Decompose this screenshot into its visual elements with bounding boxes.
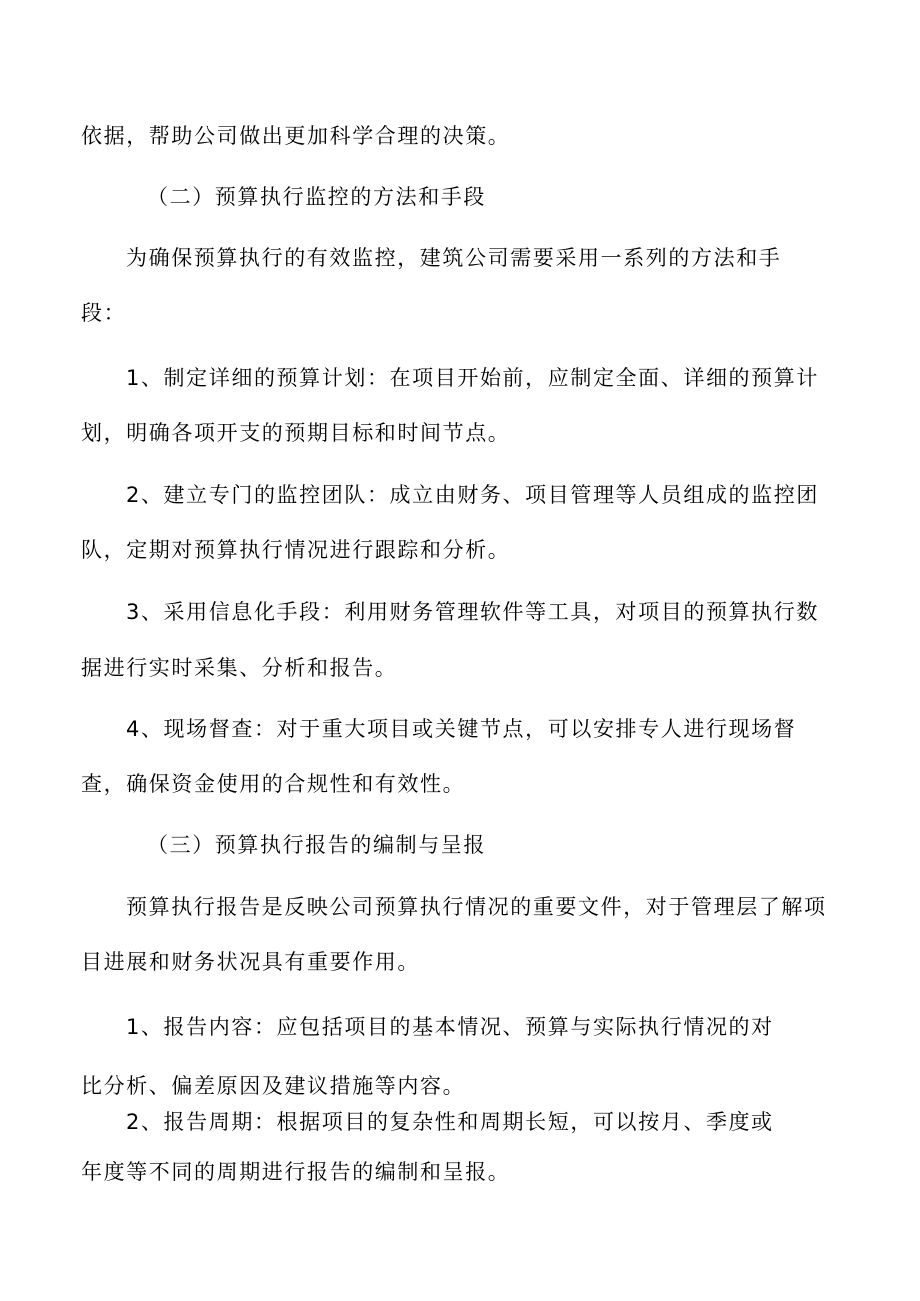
paragraph-line: 预算执行报告是反映公司预算执行情况的重要文件，对于管理层了解项 — [126, 895, 827, 919]
list-item-line: 队，定期对预算执行情况进行跟踪和分析。 — [81, 538, 511, 562]
list-item-line: 2、报告周期：根据项目的复杂性和周期长短，可以按月、季度或 — [126, 1110, 774, 1134]
list-item-line: 据进行实时采集、分析和报告。 — [81, 656, 398, 680]
list-item-line: 1、制定详细的预算计划：在项目开始前，应制定全面、详细的预算计 — [126, 366, 819, 390]
list-item-line: 比分析、偏差原因及建议措施等内容。 — [81, 1074, 466, 1098]
paragraph-line: 为确保预算执行的有效监控，建筑公司需要采用一系列的方法和手 — [126, 246, 782, 270]
paragraph-line: 目进展和财务状况具有重要作用。 — [81, 950, 420, 974]
list-item-line: 查，确保资金使用的合规性和有效性。 — [81, 772, 466, 796]
list-item-line: 1、报告内容：应包括项目的基本情况、预算与实际执行情况的对 — [126, 1015, 774, 1039]
section-heading: （二）预算执行监控的方法和手段 — [147, 185, 486, 209]
list-item-line: 2、建立专门的监控团队：成立由财务、项目管理等人员组成的监控团 — [126, 483, 819, 507]
list-item-line: 4、现场督查：对于重大项目或关键节点，可以安排专人进行现场督 — [126, 717, 797, 741]
list-item-line: 划，明确各项开支的预期目标和时间节点。 — [81, 421, 511, 445]
list-item-line: 3、采用信息化手段：利用财务管理软件等工具，对项目的预算执行数 — [126, 600, 819, 624]
section-heading: （三）预算执行报告的编制与呈报 — [147, 833, 486, 857]
paragraph-line: 段： — [81, 301, 127, 325]
paragraph-line: 依据，帮助公司做出更加科学合理的决策。 — [81, 124, 511, 148]
list-item-line: 年度等不同的周期进行报告的编制和呈报。 — [81, 1160, 511, 1184]
